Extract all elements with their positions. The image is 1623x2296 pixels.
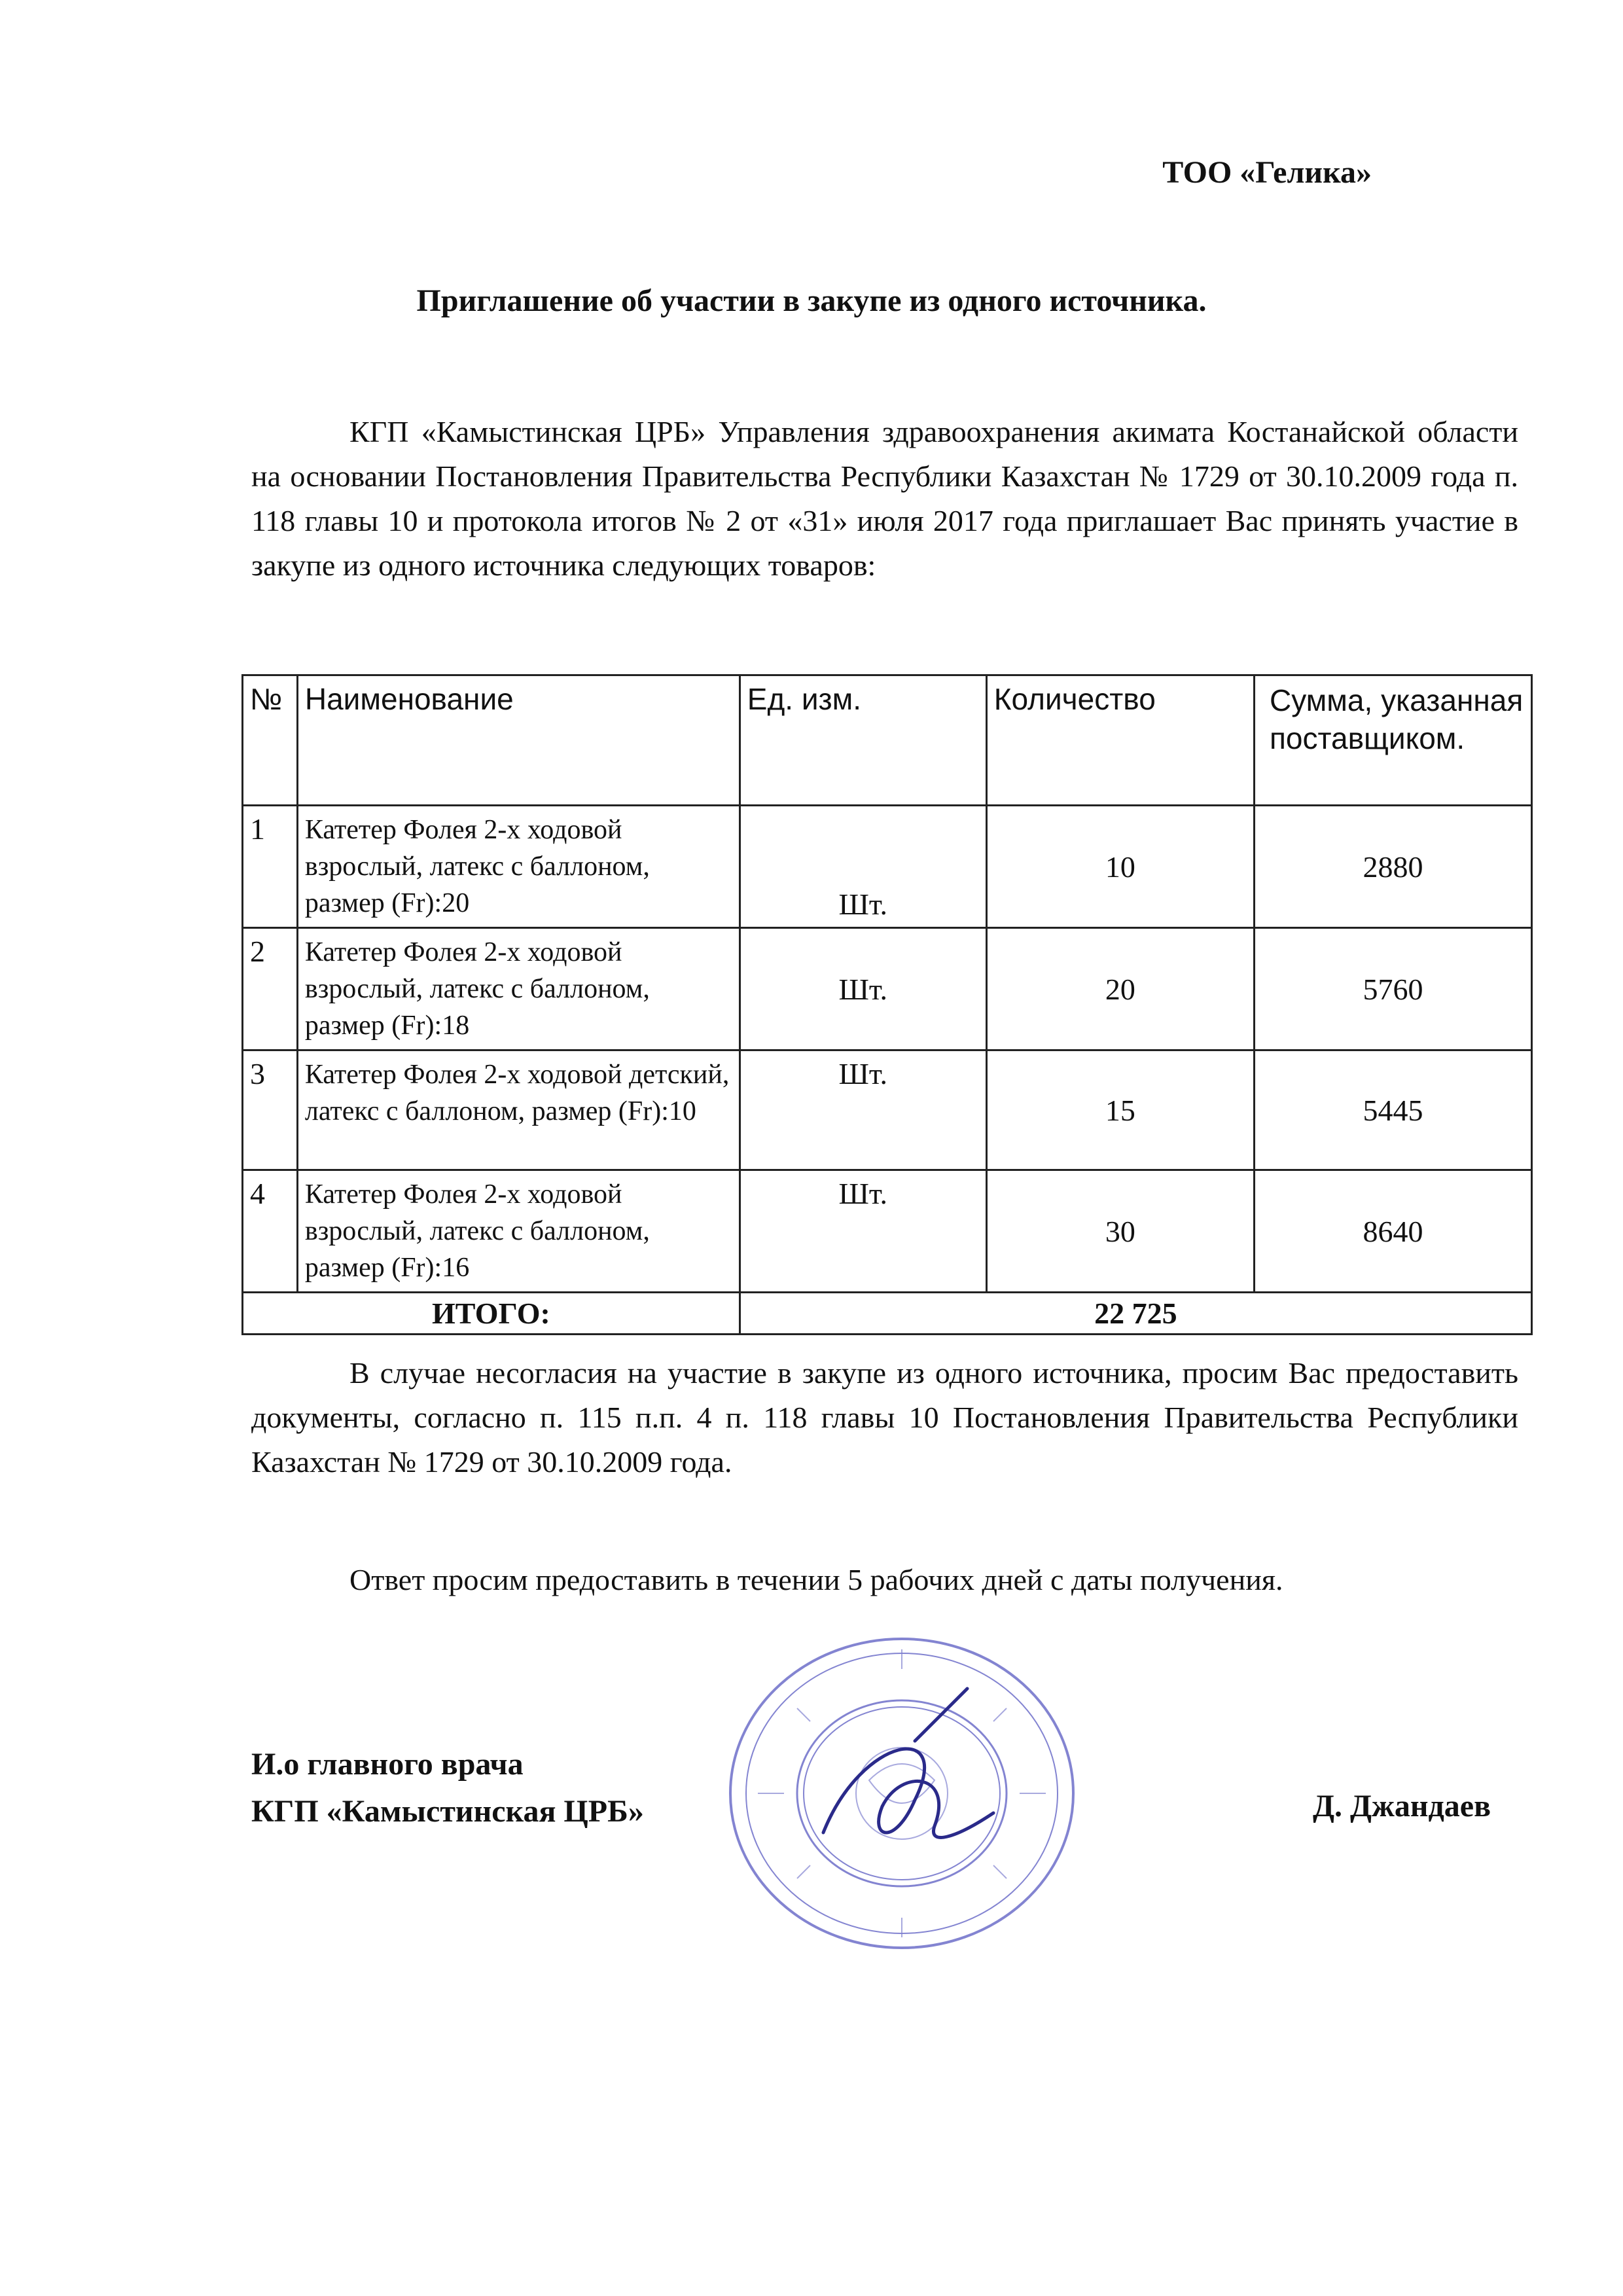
header-quantity: Количество	[986, 675, 1254, 806]
table-row	[243, 806, 1532, 928]
row-number: 2	[243, 928, 298, 1050]
row-name: Катетер Фолея 2-х ходовой взрослый, латекс с баллоном, размер (Fr):20	[297, 806, 740, 928]
table-row	[243, 928, 1532, 1050]
row-quantity: 10	[986, 806, 1254, 928]
header-sum: Сумма, указанная поставщиком.	[1254, 675, 1531, 806]
header-unit: Ед. изм.	[740, 675, 986, 806]
row-sum: 5760	[1254, 928, 1531, 1050]
signatory-name: Д. Джандаев	[1312, 1789, 1491, 1823]
row-sum: 2880	[1254, 806, 1531, 928]
total-label: ИТОГО:	[243, 1293, 740, 1335]
row-sum: 8640	[1254, 1170, 1531, 1293]
stamp-seal-icon	[719, 1630, 1085, 1957]
row-number: 1	[243, 806, 298, 928]
header-number: №	[243, 675, 298, 806]
table-row	[243, 1050, 1532, 1170]
signatory-organization: КГП «Камыстинская ЦРБ»	[251, 1794, 644, 1829]
row-sum: 5445	[1254, 1050, 1531, 1170]
row-unit: Шт.	[740, 806, 986, 928]
row-unit: Шт.	[740, 1170, 986, 1293]
row-number: 3	[243, 1050, 298, 1170]
header-name: Наименование	[297, 675, 740, 806]
table-row	[243, 1170, 1532, 1293]
row-unit: Шт.	[740, 1050, 986, 1170]
row-name: Катетер Фолея 2-х ходовой взрослый, латекс с баллоном, размер (Fr):16	[297, 1170, 740, 1293]
signature-block	[251, 1741, 644, 1835]
row-unit: Шт.	[740, 928, 986, 1050]
row-name: Катетер Фолея 2-х ходовой взрослый, латекс с баллоном, размер (Fr):18	[297, 928, 740, 1050]
row-number: 4	[243, 1170, 298, 1293]
total-row	[243, 1293, 1532, 1335]
document-title: Приглашение об участии в закупе из одного источника.	[416, 283, 1207, 318]
total-value: 22 725	[740, 1293, 1531, 1335]
row-quantity: 30	[986, 1170, 1254, 1293]
row-quantity: 20	[986, 928, 1254, 1050]
row-name: Катетер Фолея 2-х ходовой детский, латекс с баллоном, размер (Fr):10	[297, 1050, 740, 1170]
table-header-row	[243, 675, 1532, 806]
dispute-paragraph: В случае несогласия на участие в закупе из одного источника, просим Вас предоставить документы, согласно п. 115 п.п. 4 п. 118 главы 10 Постановления Правительства Республики Казахстан № 1729 от 30.10.2009 года.	[251, 1356, 1518, 1479]
reply-paragraph: Ответ просим предоставить в течении 5 рабочих дней с даты получения.	[349, 1563, 1283, 1596]
goods-table	[241, 674, 1533, 1335]
intro-paragraph: КГП «Камыстинская ЦРБ» Управления здравоохранения акимата Костанайской области на основании Постановления Правительства Республики Казахстан № 1729 от 30.10.2009 года п. 118 главы 10 и протокола итогов № 2 от «31» июля 2017 года приглашает Вас принять участие в закупе из одного источника следующих товаров:	[251, 415, 1518, 582]
row-quantity: 15	[986, 1050, 1254, 1170]
signatory-position: И.о главного врача	[251, 1747, 524, 1782]
recipient: ТОО «Гелика»	[1162, 155, 1372, 190]
